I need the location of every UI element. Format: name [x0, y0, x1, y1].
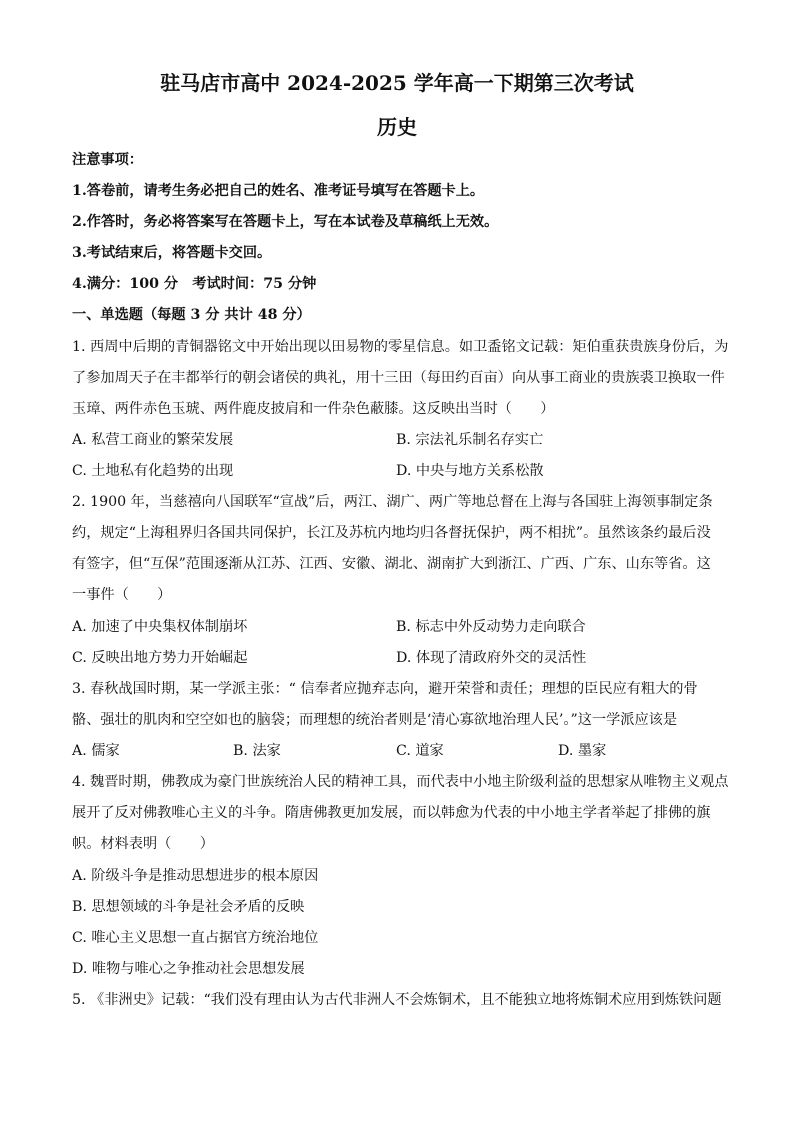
- question-2-line: 约，规定“上海租界归各国共同保护，长江及苏杭内地均归各督抚保护，两不相扰”。虽然该条约最后没: [72, 525, 711, 541]
- question-1-option-a: A. 私营工商业的繁荣发展: [72, 432, 234, 448]
- question-1-option-d: D. 中央与地方关系松散: [396, 463, 544, 479]
- question-3-line: 骼、强壮的肌肉和空空如也的脑袋；而理想的统治者则是‘清心寡欲地治理人民’。”这一学派应该是: [72, 712, 678, 728]
- notice-item: 2.作答时，务必将答案写在答题卡上，写在本试卷及草稿纸上无效。: [72, 214, 499, 230]
- question-4-option-d: D. 唯物与唯心之争推动社会思想发展: [72, 961, 305, 977]
- question-2-line: 一事件（ ）: [72, 587, 172, 603]
- question-4-line: 展开了反对佛教唯心主义的斗争。隋唐佛教更加发展，而以韩愈为代表的中小地主学者举起了排佛的旗: [72, 805, 711, 821]
- question-4-option-a: A. 阶级斗争是推动思想进步的根本原因: [72, 868, 319, 884]
- question-4-line: 4. 魏晋时期，佛教成为豪门世族统治人民的精神工具，而代表中小地主阶级利益的思想家从唯物主义观点: [72, 774, 729, 790]
- question-3-option-d: D. 墨家: [558, 743, 607, 759]
- question-5-line: 5. 《非洲史》记载：“我们没有理由认为古代非洲人不会炼铜术，且不能独立地将炼铜术应用到炼铁问题: [72, 992, 722, 1008]
- question-2-line: 有签字，但“互保”范围逐渐从江苏、江西、安徽、湖北、湖南扩大到浙江、广西、广东、山东等省。这: [72, 556, 711, 572]
- question-3-option-c: C. 道家: [396, 743, 444, 759]
- question-2-option-b: B. 标志中外反动势力走向联合: [396, 619, 586, 635]
- section-heading: 一、单选题（每题 3 分 共计 48 分）: [72, 307, 311, 323]
- question-4-option-c: C. 唯心主义思想一直占据官方统治地位: [72, 930, 319, 946]
- question-4-line: 帜。材料表明（ ）: [72, 836, 214, 852]
- question-1-line: 了参加周天子在丰都举行的朝会诸侯的典礼，用十三田（每田约百亩）向从事工商业的贵族裘卫换取一件: [72, 370, 725, 386]
- question-2-line: 2. 1900 年，当慈禧向八国联军“宣战”后，两江、湖广、两广等地总督在上海与各国驻上海领事制定条: [72, 494, 713, 510]
- question-1-option-c: C. 土地私有化趋势的出现: [72, 463, 234, 479]
- exam-title: 驻马店市高中 2024-2025 学年高一下期第三次考试: [160, 71, 634, 95]
- question-4-option-b: B. 思想领域的斗争是社会矛盾的反映: [72, 899, 305, 915]
- question-2-option-d: D. 体现了清政府外交的灵活性: [396, 650, 587, 666]
- notice-item: 4.满分：100 分 考试时间：75 分钟: [72, 276, 317, 292]
- question-1-option-b: B. 宗法礼乐制名存实亡: [396, 432, 544, 448]
- question-1-line: 玉璋、两件赤色玉琥、两件鹿皮披肩和一件杂色蔽膝。这反映出当时（ ）: [72, 401, 555, 417]
- question-3-option-a: A. 儒家: [72, 743, 120, 759]
- question-3-line: 3. 春秋战国时期，某一学派主张：“ 信奉者应抛弃志向，避开荣誉和责任；理想的臣民应有粗大的骨: [72, 681, 698, 697]
- question-2-option-c: C. 反映出地方势力开始崛起: [72, 650, 248, 666]
- question-1-line: 1. 西周中后期的青铜器铭文中开始出现以田易物的零星信息。如卫盉铭文记载：矩伯重获贵族身份后，为: [72, 339, 729, 355]
- exam-subject: 历史: [377, 115, 417, 139]
- notice-item: 1.答卷前，请考生务必把自己的姓名、准考证号填写在答题卡上。: [72, 183, 485, 199]
- question-3-option-b: B. 法家: [233, 743, 281, 759]
- question-2-option-a: A. 加速了中央集权体制崩坏: [72, 619, 248, 635]
- notice-item: 3.考试结束后，将答题卡交回。: [72, 245, 272, 261]
- notice-heading: 注意事项：: [72, 152, 143, 168]
